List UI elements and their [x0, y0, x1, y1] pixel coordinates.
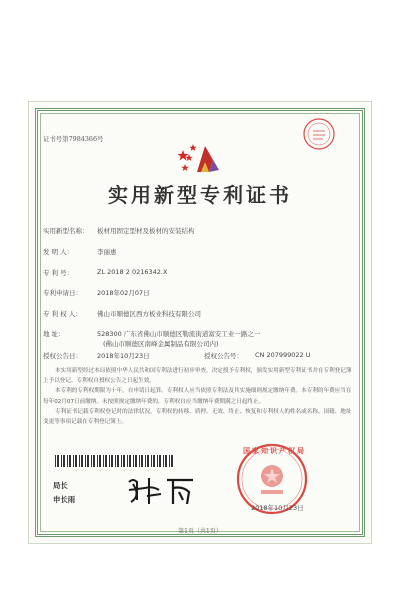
application-date-value: 2018年02月07日 [97, 289, 150, 297]
address-value-line1: 528300 广东省佛山市顺德区勒流街道富安工业一路之一 [97, 330, 261, 338]
body-paragraph: 专利证书记载专利权登记时的法律状况。专利权的转移、质押、无效、终止、恢复和专利权人的姓名或名称、国籍、地址变更等事项记载在专利登记簿上。 [43, 408, 352, 426]
certificate-body [43, 366, 355, 427]
grant-date-label: 授权公告日： [43, 352, 82, 360]
body-paragraph: 本专利的专利权期限为十年，自申请日起算。专利权人应当依照专利法及其实施细则规定缴纳年费。本专利的年费应当在每年02月07日前缴纳。未按照规定缴纳年费的，专利权自应当缴纳年费期满之日起终止。 [43, 388, 352, 405]
address-value-line2: (佛山市顺德区南峰金属制品有限公司内) [103, 340, 219, 348]
application-date-label: 专利申请日： [43, 289, 82, 297]
certificate-number [43, 134, 103, 143]
certificate-title: 实用新型专利证书 [108, 183, 292, 207]
name-value: 板材用固定型材及板材的安装结构 [97, 227, 195, 235]
seal-date: 2018年10月23日 [251, 504, 304, 512]
inventor-label: 发 明 人： [43, 248, 74, 256]
grant-number-label: 授权公告号： [204, 352, 243, 360]
address-label: 地 址： [43, 330, 65, 338]
body-paragraph: 本实用新型经过本局依照中华人民共和国专利法进行初步审查，决定授予专利权，颁发实用新型专利证书并在专利登记簿上予以登记。专利权自授权公告之日起生效。 [43, 368, 352, 385]
grant-number-value: CN 207999022 U [255, 351, 311, 359]
handwritten-signature [123, 470, 203, 508]
grant-date-value: 2018年10月23日 [97, 352, 150, 360]
patent-number-label: 专 利 号： [43, 269, 74, 277]
cert-no-value: 7984366号 [68, 135, 104, 143]
cert-no-label: 证书号第 [43, 135, 69, 143]
seal-text: 国家知识产权局 [243, 446, 306, 455]
page-footer: 第1页（共1页） [178, 528, 222, 535]
director-name: 申长雨 [53, 495, 76, 504]
patent-emblem-icon [175, 140, 223, 176]
barcode [55, 455, 173, 467]
patent-certificate [28, 101, 372, 544]
corner-stamp-icon [301, 116, 337, 152]
name-label: 实用新型名称： [43, 227, 89, 235]
inventor-value: 李丽惠 [97, 248, 117, 256]
owner-value: 佛山市顺德区西方板业科技有限公司 [97, 310, 201, 318]
owner-label: 专 利 权 人： [43, 310, 82, 318]
director-label: 局长 [53, 481, 68, 490]
patent-number-value: ZL 2018 2 0216342.X [97, 268, 168, 276]
